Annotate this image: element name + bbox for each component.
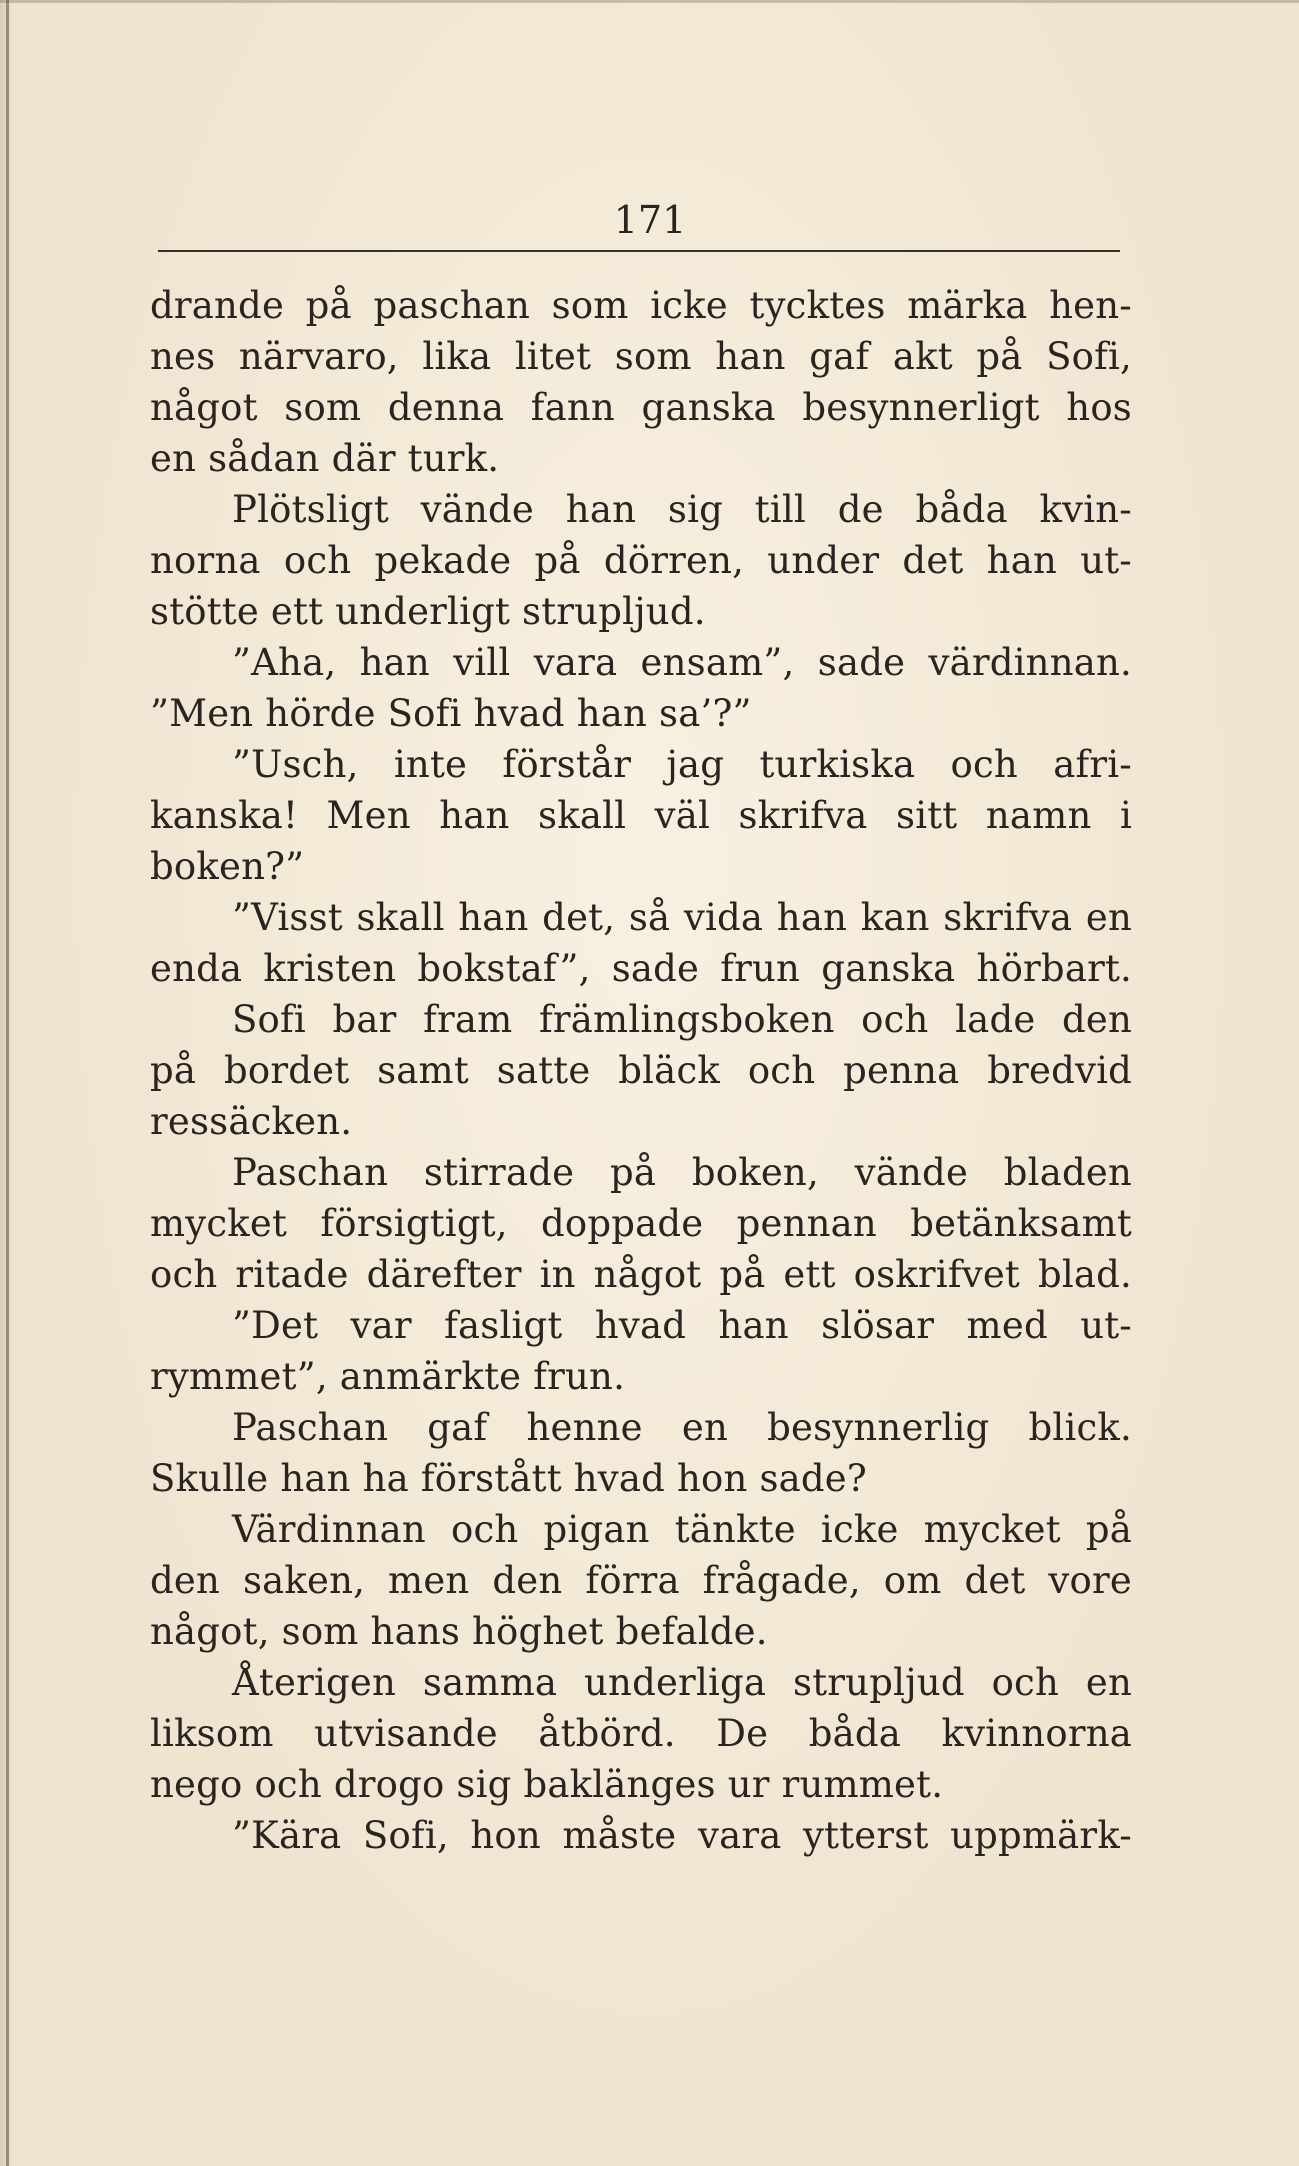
text-line: något som denna fann ganska besynnerligt hos <box>150 386 1132 429</box>
text-line: ”Kära Sofi, hon måste vara ytterst uppmärk- <box>232 1814 1132 1857</box>
text-line: Återigen samma underliga strupljud och en <box>232 1661 1132 1704</box>
page-top-edge <box>0 0 1299 3</box>
text-line: Paschan stirrade på boken, vände bladen <box>232 1151 1132 1194</box>
page-number: 171 <box>613 198 687 242</box>
body-text <box>150 280 1132 1861</box>
text-line: något, som hans höghet befalde. <box>150 1610 768 1653</box>
text-line: ”Aha, han vill vara ensam”, sade värdinnan. <box>232 641 1132 684</box>
page-binding-edge <box>6 0 9 2166</box>
text-line: rymmet”, anmärkte frun. <box>150 1355 626 1398</box>
text-line: en sådan där turk. <box>150 437 500 480</box>
text-line: kanska! Men han skall väl skrifva sitt namn i <box>150 794 1132 837</box>
text-line: ressäcken. <box>150 1100 353 1143</box>
text-line: ”Det var fasligt hvad han slösar med ut- <box>232 1304 1132 1347</box>
text-line: och ritade därefter in något på ett oskrifvet blad. <box>150 1253 1132 1296</box>
text-line: på bordet samt satte bläck och penna bredvid <box>150 1049 1132 1092</box>
text-line: ”Men hörde Sofi hvad han sa’?” <box>150 692 752 735</box>
text-line: ”Visst skall han det, så vida han kan skrifva en <box>232 896 1132 939</box>
text-line: enda kristen bokstaf”, sade frun ganska hörbart. <box>150 947 1132 990</box>
text-line: ”Usch, inte förstår jag turkiska och afri- <box>232 743 1132 786</box>
text-line: nes närvaro, lika litet som han gaf akt på Sofi, <box>150 335 1132 378</box>
text-line: norna och pekade på dörren, under det han ut- <box>150 539 1132 582</box>
text-line: Plötsligt vände han sig till de båda kvin- <box>232 488 1132 531</box>
text-line: drande på paschan som icke tycktes märka hen- <box>150 284 1132 327</box>
text-line: Skulle han ha förstått hvad hon sade? <box>150 1457 867 1500</box>
text-line: nego och drogo sig baklänges ur rummet. <box>150 1763 944 1806</box>
text-line: Värdinnan och pigan tänkte icke mycket på <box>232 1508 1132 1551</box>
text-line: Paschan gaf henne en besynnerlig blick. <box>232 1406 1132 1449</box>
text-line: mycket försigtigt, doppade pennan betänksamt <box>150 1202 1132 1245</box>
text-line: liksom utvisande åtbörd. De båda kvinnorna <box>150 1712 1132 1755</box>
text-line: Sofi bar fram främlingsboken och lade den <box>232 998 1132 1041</box>
text-line: boken?” <box>150 845 305 888</box>
text-line: den saken, men den förra frågade, om det vore <box>150 1559 1132 1602</box>
text-line: stötte ett underligt strupljud. <box>150 590 706 633</box>
header-rule <box>158 250 1120 252</box>
